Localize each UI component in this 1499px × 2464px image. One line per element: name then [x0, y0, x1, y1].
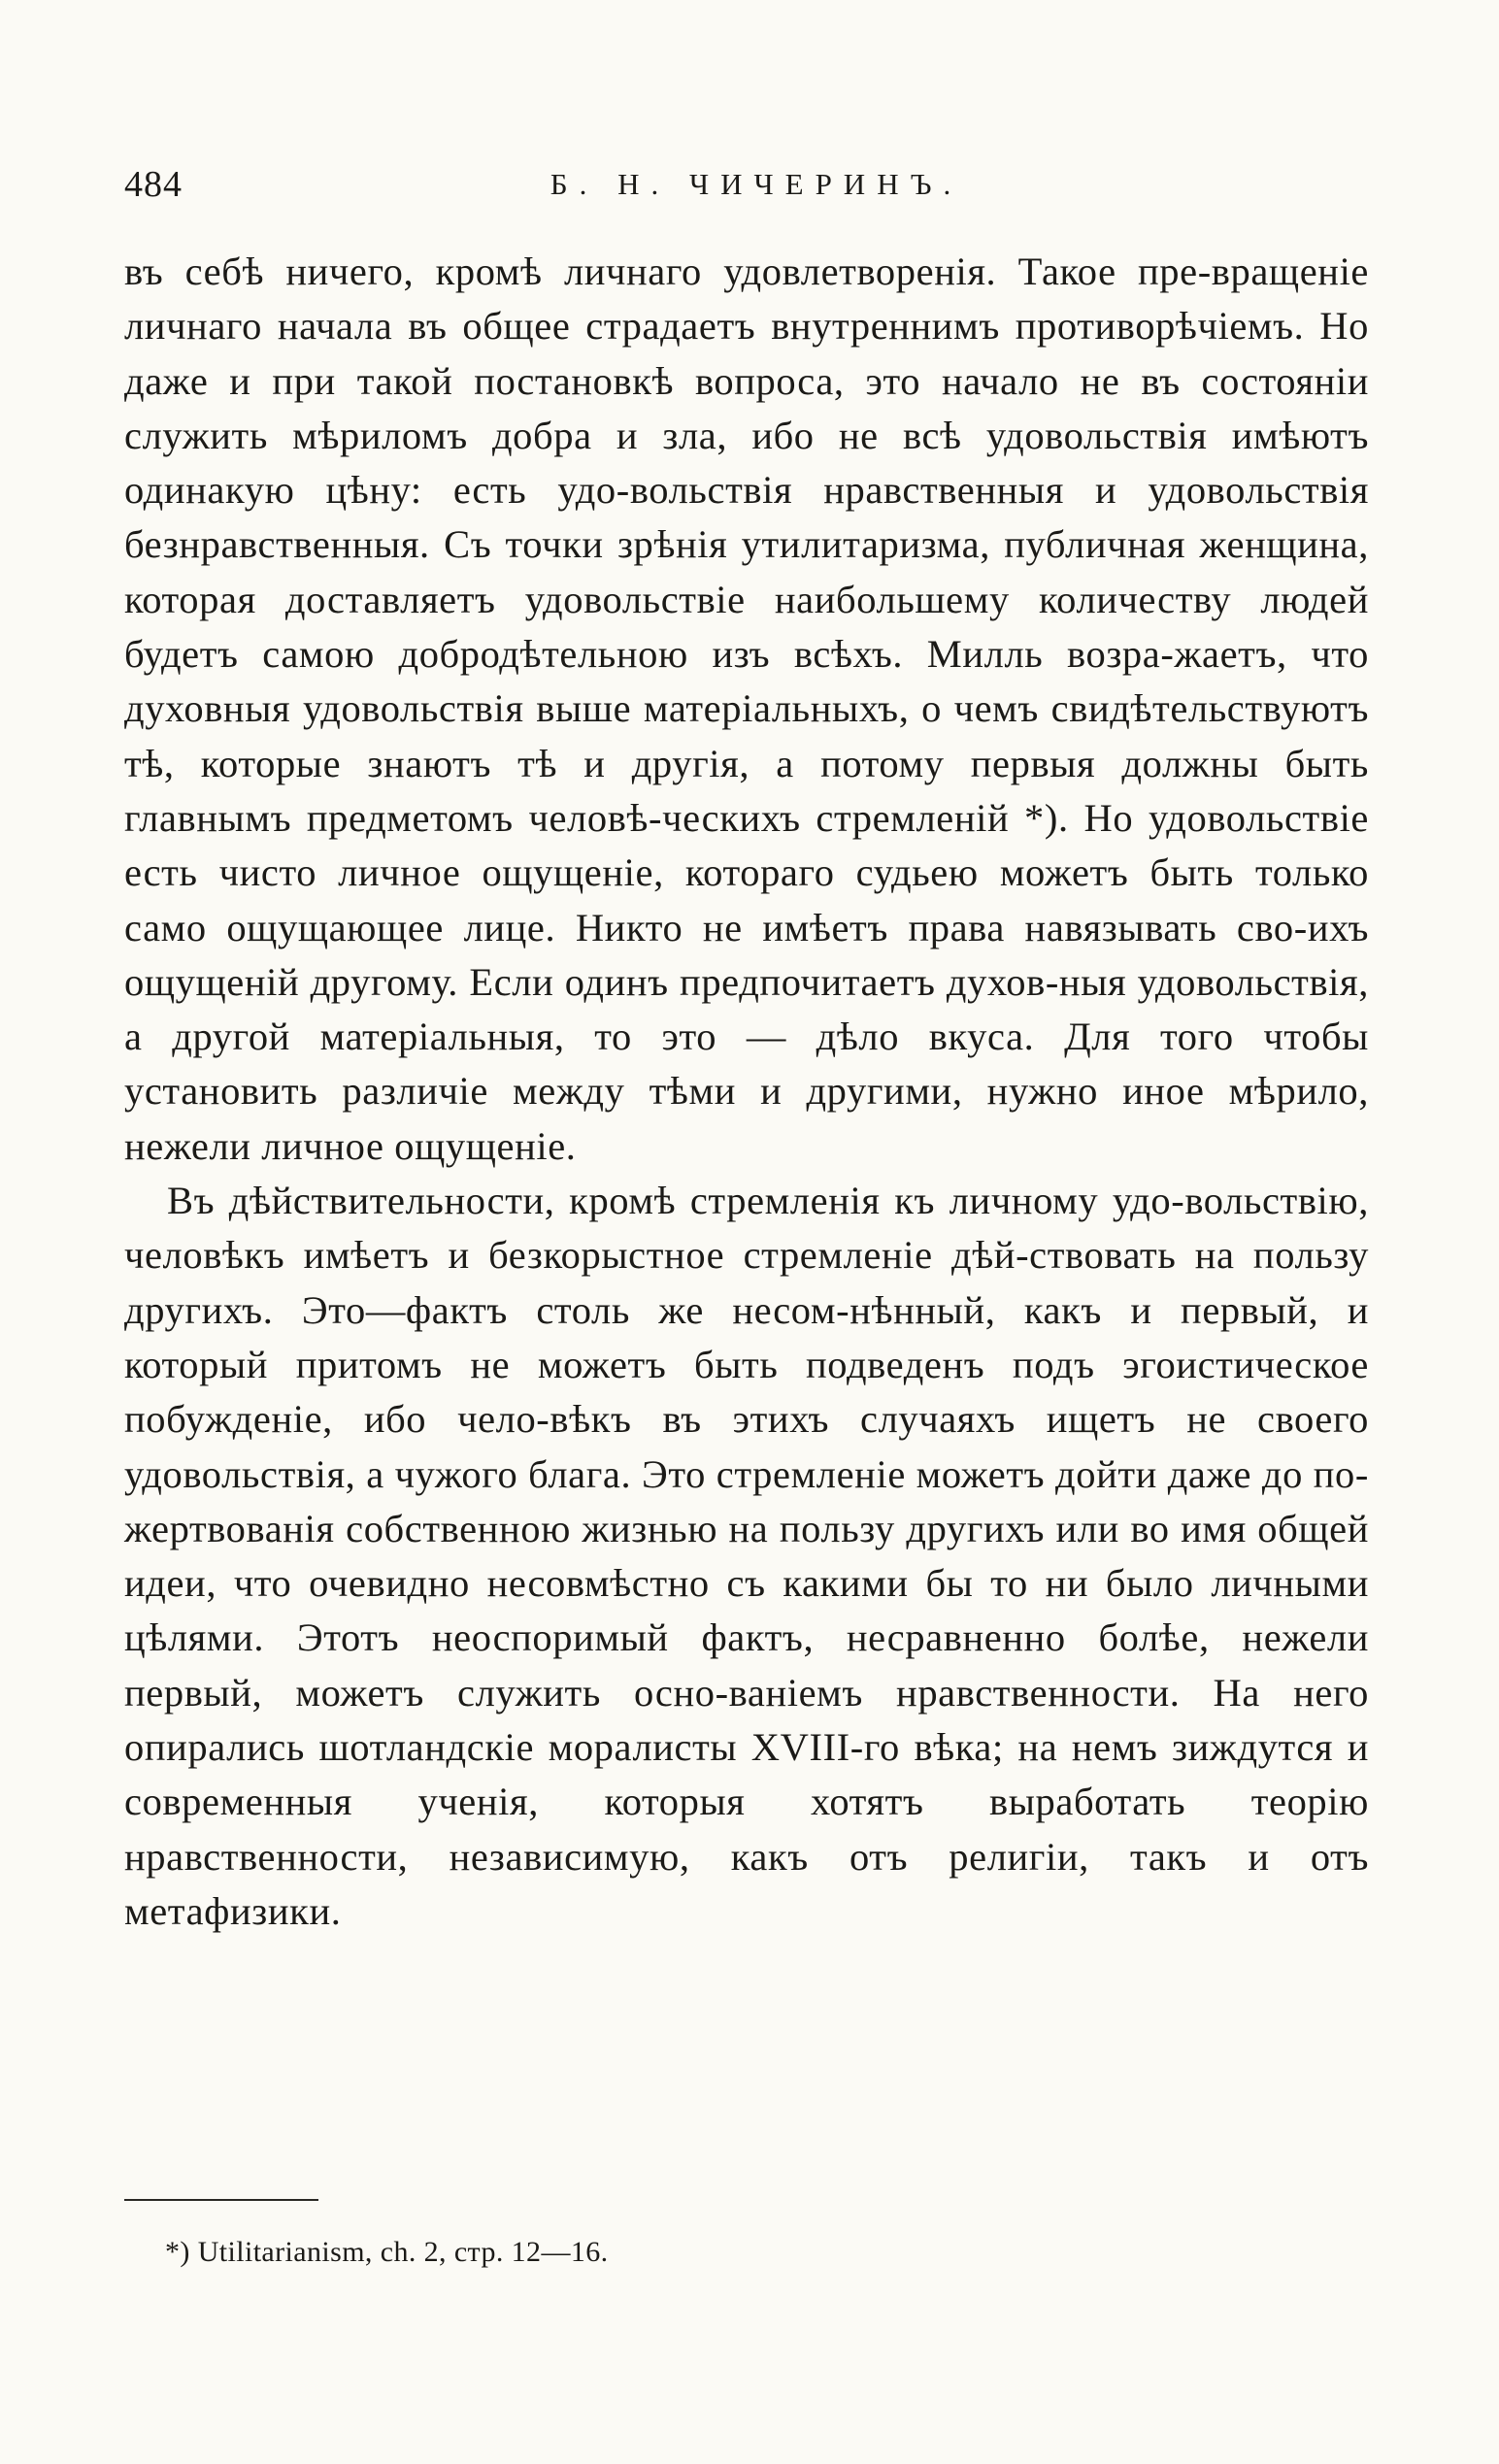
footnote-divider: [124, 2199, 318, 2201]
paragraph: въ себѣ ничего, кромѣ личнаго удовлетворенія. Такое пре-вращеніе личнаго начала въ общее страдаетъ внутреннимъ противорѣчіемъ. Но даже и при такой постановкѣ вопроса, это начало не въ состояніи служить мѣриломъ добра и зла, ибо не всѣ удовольствія имѣютъ одинакую цѣну: есть удо-вольствія нравственныя и удовольствія безнравственныя. Съ точки зрѣнія утилитаризма, публичная женщина, которая доставляетъ удовольствіе наибольшему количеству людей будетъ самою добродѣтельною изъ всѣхъ. Милль возра-жаетъ, что духовныя удовольствія выше матеріальныхъ, о чемъ свидѣтельствуютъ тѣ, которые знаютъ тѣ и другія, а потому первыя должны быть главнымъ предметомъ человѣ-ческихъ стремленій *). Но удовольствіе есть чисто личное ощущеніе, котораго судьею можетъ быть только само ощущающее лице. Никто не имѣетъ права навязывать сво-ихъ ощущеній другому. Если одинъ предпочитаетъ духов-ныя удовольствія, а другой матеріальныя, то это — дѣло вкуса. Для того чтобы установить различіе между тѣми и другими, нужно иное мѣрило, нежели личное ощущеніе.: [124, 250, 1369, 1168]
page-header: [124, 163, 1369, 221]
running-head: Б. Н. ЧИЧЕРИНЪ.: [550, 167, 963, 201]
main-text: [124, 245, 1369, 1939]
footnote: *) Utilitarianism, ch. 2, стр. 12—16.: [165, 2236, 609, 2268]
page-number: 484: [124, 164, 183, 205]
paragraph: Въ дѣйствительности, кромѣ стремленія къ личному удо-вольствію, человѣкъ имѣетъ и безкорыстное стремленіе дѣй-ствовать на пользу другихъ. Это—фактъ столь же несом-нѣнный, какъ и первый, и который притомъ не можетъ быть подведенъ подъ эгоистическое побужденіе, ибо чело-вѣкъ въ этихъ случаяхъ ищетъ не своего удовольствія, а чужого блага. Это стремленіе можетъ дойти даже до по-жертвованія собственною жизнью на пользу другихъ или во имя общей идеи, что очевидно несовмѣстно съ какими бы то ни было личными цѣлями. Этотъ неоспоримый фактъ, несравненно болѣе, нежели первый, можетъ служить осно-ваніемъ нравственности. На него опирались шотландскіе моралисты XVIII-го вѣка; на немъ зиждутся и современныя ученія, которыя хотятъ выработать теорію нравственности, независимую, какъ отъ религіи, такъ и отъ метафизики.: [124, 1179, 1369, 1933]
